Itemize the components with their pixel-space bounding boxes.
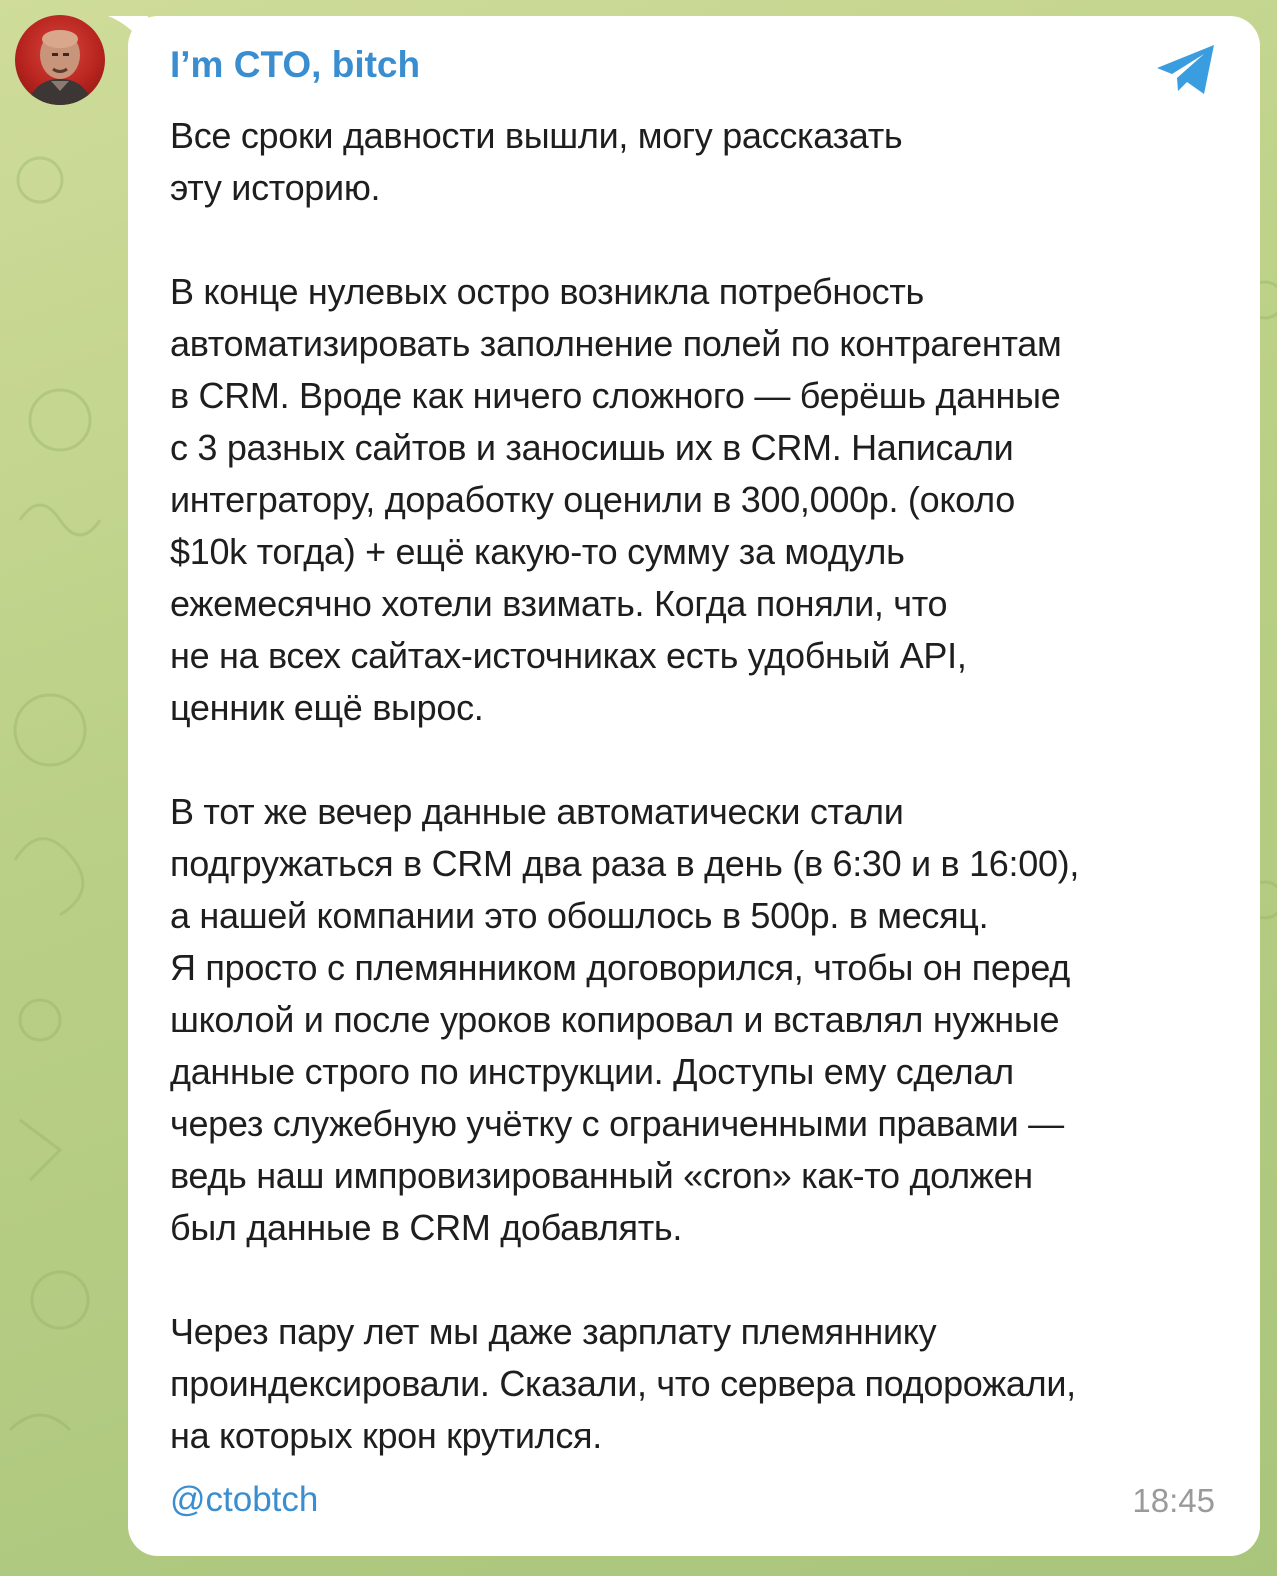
message-text — [170, 110, 1230, 1514]
message-paragraph: Все сроки давности вышли, могу рассказать эту историю. — [170, 115, 903, 208]
channel-avatar[interactable] — [15, 15, 105, 105]
channel-name[interactable]: I’m CTO, bitch — [170, 44, 421, 85]
telegram-icon — [1154, 42, 1218, 98]
message-paragraph: В конце нулевых остро возникла потребность автоматизировать заполнение полей по контрагентам в CRM. Вроде как ничего сложного — берёшь данные с 3 разных сайтов и заносишь их в CRM. Написали интегратору, доработку оценили в 300,000р. (около $10k тогда) + ещё какую-то сумму за модуль ежемесячно хотели взимать. Когда поняли, что не на всех сайтах-источниках есть удобный API, ценник ещё вырос. — [170, 271, 1062, 728]
avatar-photo-icon — [15, 15, 105, 105]
channel-handle-link[interactable]: @ctobtch — [170, 1480, 319, 1519]
message-timestamp: 18:45 — [1132, 1482, 1215, 1519]
message-paragraph: В тот же вечер данные автоматически стали подгружаться в CRM два раза в день (в 6:30 и в 16:00), а нашей компании это обошлось в 500р. в месяц. Я просто с племянником договорился, чтобы он перед школой и после уроков копировал и вставлял нужные данные строго по инструкции. Доступы ему сделал через служебную учётку с ограниченными правами — ведь наш импровизированный «cron» как-то должен был данные в CRM добавлять. — [170, 791, 1080, 1248]
message-paragraph: Через пару лет мы даже зарплату племяннику проиндексировали. Сказали, что сервера подорожали, на которых крон крутился. — [170, 1311, 1076, 1456]
